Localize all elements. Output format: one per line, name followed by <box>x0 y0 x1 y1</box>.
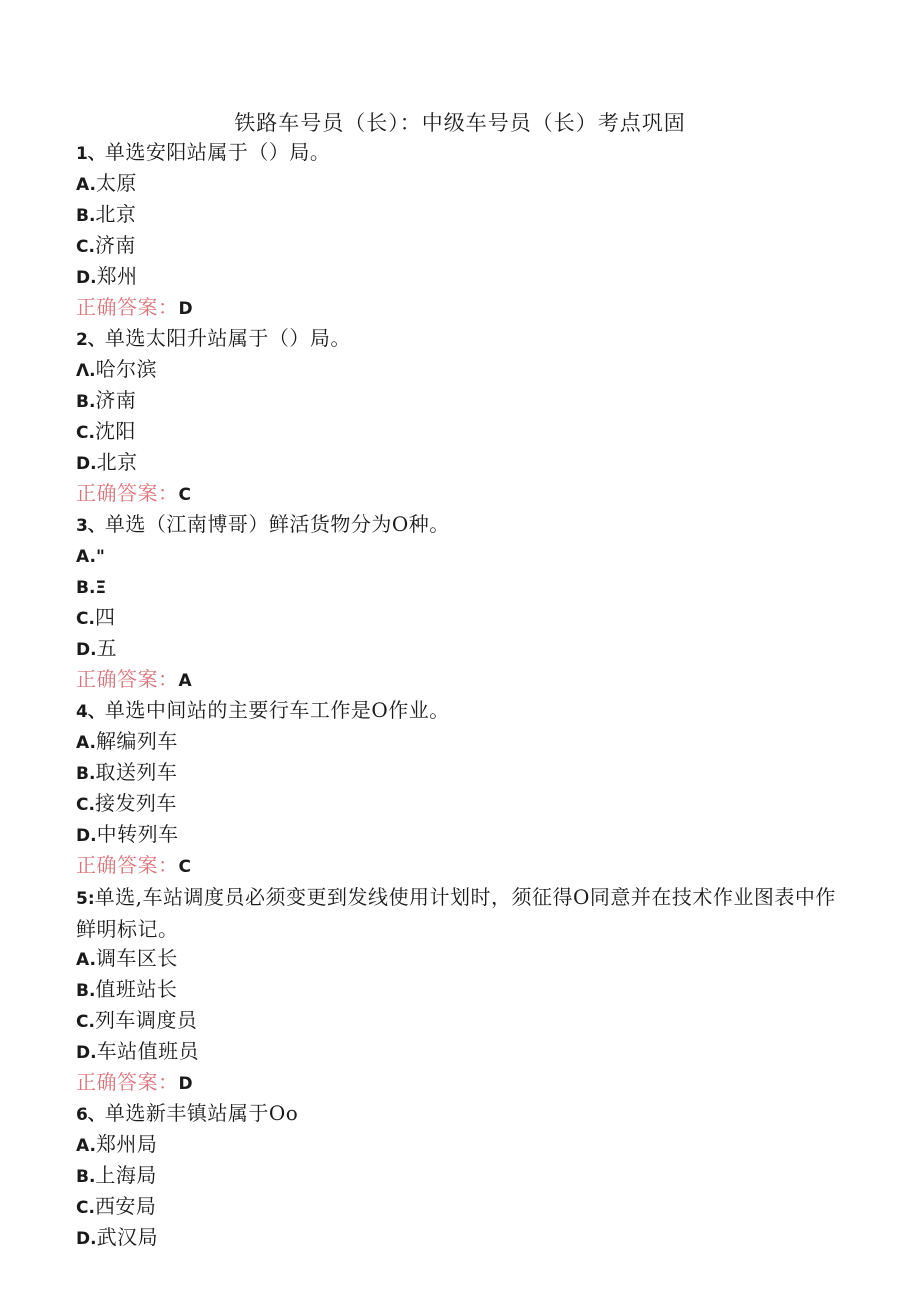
option-c: C.四 <box>76 605 116 629</box>
answer-value: D <box>178 299 194 319</box>
question-1 <box>76 138 836 169</box>
answer-prefix: 正确答案： <box>76 667 179 691</box>
answer-prefix: 正确答案： <box>76 853 179 877</box>
option-b: B.取送列车 <box>76 760 178 784</box>
option-c: C.列车调度员 <box>76 1008 198 1032</box>
question-5 <box>76 882 836 944</box>
option-a: A.太原 <box>76 171 137 195</box>
question-number: 3、 <box>76 516 105 536</box>
answer-value: A <box>178 671 193 691</box>
answer-prefix: 正确答案： <box>76 295 179 319</box>
option-c: C.济南 <box>76 233 136 257</box>
option-b: B.Ξ <box>76 578 107 598</box>
option-d: D.五 <box>76 636 118 660</box>
question-text: 单选,车站调度员必须变更到发线使用计划时，须征得O同意并在技术作业图表中作鲜明标记。 <box>76 885 836 941</box>
option-c: C.西安局 <box>76 1194 157 1218</box>
question-4 <box>76 696 836 727</box>
answer-value: C <box>178 485 192 505</box>
option-d: D.武汉局 <box>76 1225 159 1249</box>
answer-prefix: 正确答案： <box>76 481 179 505</box>
question-text: 单选（江南博哥）鲜活货物分为O种。 <box>104 512 450 536</box>
question-text: 单选安阳站属于（）局。 <box>104 140 331 164</box>
question-number: 1、 <box>76 144 105 164</box>
option-c: C.沈阳 <box>76 419 136 443</box>
option-d: D.中转列车 <box>76 822 179 846</box>
option-a: A.郑州局 <box>76 1132 158 1156</box>
option-d: D.北京 <box>76 450 138 474</box>
question-text: 单选中间站的主要行车工作是O作业。 <box>104 698 450 722</box>
option-d: D.车站值班员 <box>76 1039 200 1063</box>
option-c: C.接发列车 <box>76 791 177 815</box>
question-2 <box>76 324 836 355</box>
answer-value: C <box>178 857 192 877</box>
answer-5 <box>76 1068 836 1099</box>
question-number: 6、 <box>76 1105 105 1125</box>
page-title: 铁路车号员（长）：中级车号员（长）考点巩固 <box>234 111 686 135</box>
answer-value: D <box>178 1074 194 1094</box>
answer-4 <box>76 851 836 882</box>
option-a: A.解编列车 <box>76 729 178 753</box>
answer-2 <box>76 479 836 510</box>
option-a: A.调车区长 <box>76 946 178 970</box>
option-b: B.值班站长 <box>76 977 178 1001</box>
question-6 <box>76 1099 836 1130</box>
option-b: B.上海局 <box>76 1163 157 1187</box>
question-number: 4、 <box>76 702 105 722</box>
option-b: B.济南 <box>76 388 137 412</box>
option-d: D.郑州 <box>76 264 138 288</box>
option-a: A." <box>76 547 105 567</box>
question-text: 单选新丰镇站属于Oo <box>104 1101 299 1125</box>
option-a: Λ.哈尔滨 <box>76 357 158 381</box>
question-text: 单选太阳升站属于（）局。 <box>104 326 351 350</box>
option-b: B.北京 <box>76 202 137 226</box>
answer-prefix: 正确答案： <box>76 1070 179 1094</box>
question-number: 2、 <box>76 330 105 350</box>
question-number: 5: <box>76 889 95 909</box>
question-list <box>76 138 836 1254</box>
question-3 <box>76 510 836 541</box>
answer-1 <box>76 293 836 324</box>
answer-3 <box>76 665 836 696</box>
